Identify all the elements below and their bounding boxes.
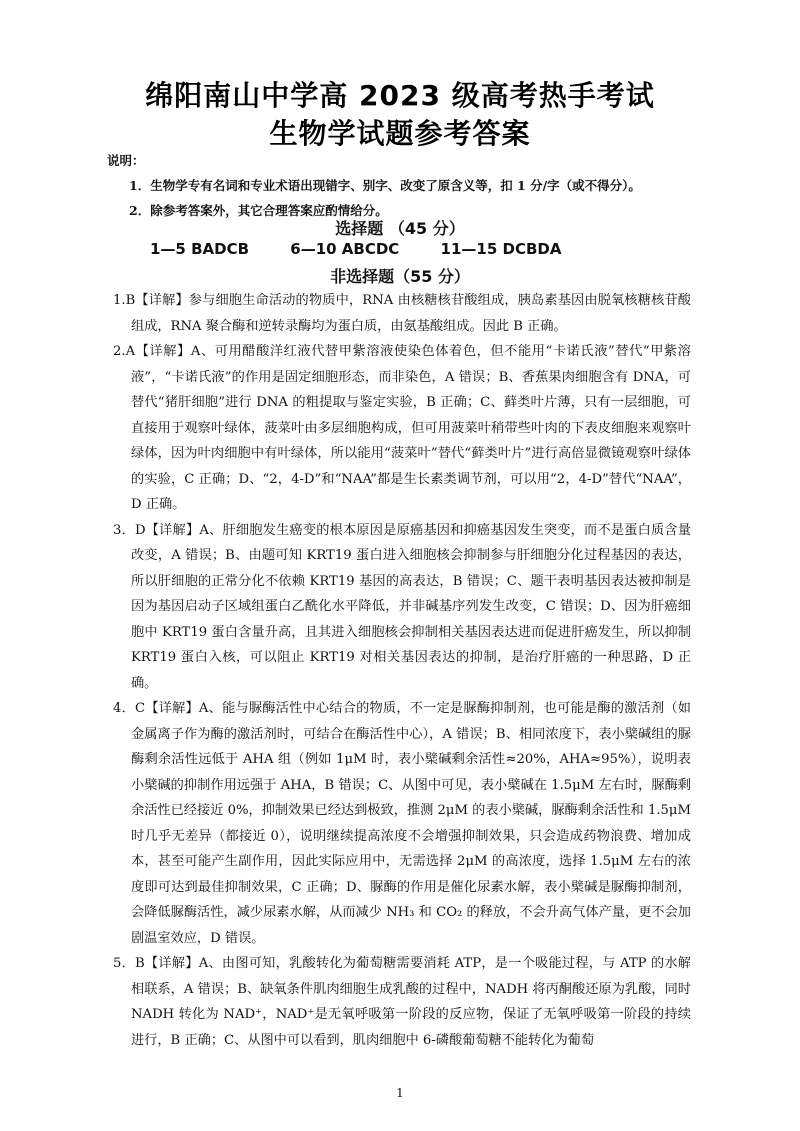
page-number: 1 (396, 1086, 404, 1100)
question-explanation: 3．D【详解】A、肝细胞发生癌变的根本原因是原癌基因和抑癌基因发生突变，而不是蛋白质含量改变，A 错误；B、由题可知 KRT19 蛋白进入细胞核会抑制参与肝细胞分化过程基因的表达，所以肝细胞的正常分化不依赖 KRT19 基因的高表达，B 错误；C、题干表明基因表达被抑制是因为基因启动子区域组蛋白乙酰化水平降低，并非碱基序列发生改变，C 错误；D、因为肝癌细胞中 KRT19 蛋白含量升高，且其进入细胞核会抑制相关基因表达进而促进肝癌发生，所以抑制 KRT19 蛋白入核，可以阻止 KRT19 对相关基因表达的抑制，是治疗肝癌的一种思路，D 正确。 (113, 522, 691, 691)
explanations (113, 288, 691, 1053)
instruction-item: 2．除参考答案外，其它合理答案应酌情给分。 (129, 203, 388, 218)
instructions-heading: 说明： (107, 153, 145, 168)
answer-key-title: 生物学试题参考答案 (269, 117, 531, 150)
question-explanation: 5．B【详解】A、由图可知，乳酸转化为葡萄糖需要消耗 ATP，是一个吸能过程，与 ATP 的水解相联系，A 错误；B、缺氧条件肌肉细胞生成乳酸的过程中，NADH 将丙酮酸还原为乳酸，同时 NADH 转化为 NAD⁺，NAD⁺是无氧呼吸第一阶段的反应物，保证了无氧呼吸第一阶段的持续进行，B 正确；C、从图中可以看到，肌肉细胞中 6-磷酸葡萄糖不能转化为葡萄 (113, 956, 691, 1048)
section-heading-choice: 选择题 （45 分） (335, 219, 465, 238)
exam-title: 绵阳南山中学高 2023 级高考热手考试 (145, 79, 655, 112)
instruction-item: 1．生物学专有名词和专业术语出现错字、别字、改变了原含义等，扣 1 分/字（或不得分）。 (129, 178, 641, 193)
section-heading-nonchoice: 非选择题（55 分） (330, 267, 470, 286)
question-explanation: 2.A【详解】A、可用醋酸洋红液代替甲紫溶液使染色体着色，但不能用“卡诺氏液”替代“甲紫溶液”，“卡诺氏液”的作用是固定细胞形态，而非染色，A 错误；B、香蕉果肉细胞含有 DNA，可替代“猪肝细胞”进行 DNA 的粗提取与鉴定实验，B 正确；C、藓类叶片薄，只有一层细胞，可直接用于观察叶绿体，菠菜叶由多层细胞构成，但可用菠菜叶稍带些叶肉的下表皮细胞来观察叶绿体，因为叶肉细胞中有叶绿体，所以能用“菠菜叶”替代“藓类叶片”进行高倍显微镜观察叶绿体的实验，C 正确；D、“2，4-D”和“NAA”都是生长素类调节剂，可以用“2，4-D”替代“NAA”，D 正确。 (113, 344, 691, 512)
answer-group: 6—10 ABCDC (290, 240, 400, 258)
question-explanation: 4．C【详解】A、能与脲酶活性中心结合的物质，不一定是脲酶抑制剂，也可能是酶的激活剂（如金属离子作为酶的激活剂时，可结合在酶活性中心），A 错误；B、相同浓度下，表小檗碱组的脲酶剩余活性远低于 AHA 组（例如 1μM 时，表小檗碱剩余活性≈20%，AHA≈95%），说明表小檗碱的抑制作用远强于 AHA，B 错误；C、从图中可见，表小檗碱在 1.5μM 左右时，脲酶剩余活性已经接近 0%，抑制效果已经达到极致，推测 2μM 的表小檗碱，脲酶剩余活性和 1.5μM 时几乎无差异（都接近 0），说明继续提高浓度不会增强抑制效果，只会造成药物浪费、增加成本，甚至可能产生副作用，因此实际应用中，无需选择 2μM 的高浓度，选择 1.5μM 左右的浓度即可达到最佳抑制效果，C 正确；D、脲酶的作用是催化尿素水解，表小檗碱是脲酶抑制剂，会降低脲酶活性，减少尿素水解，从而减少 NH₃ 和 CO₂ 的释放，不会升高气体产量，更不会加剧温室效应，D 错误。 (113, 701, 691, 946)
answer-group: 11—15 DCBDA (440, 240, 562, 258)
multiple-choice-answers (150, 240, 597, 258)
question-explanation: 1.B【详解】参与细胞生命活动的物质中，RNA 由核糖核苷酸组成，胰岛素基因由脱氧核糖核苷酸组成，RNA 聚合酶和逆转录酶均为蛋白质，由氨基酸组成。因此 B 正确。 (113, 293, 691, 334)
instructions (107, 148, 747, 223)
answer-group: 1—5 BADCB (150, 240, 250, 258)
